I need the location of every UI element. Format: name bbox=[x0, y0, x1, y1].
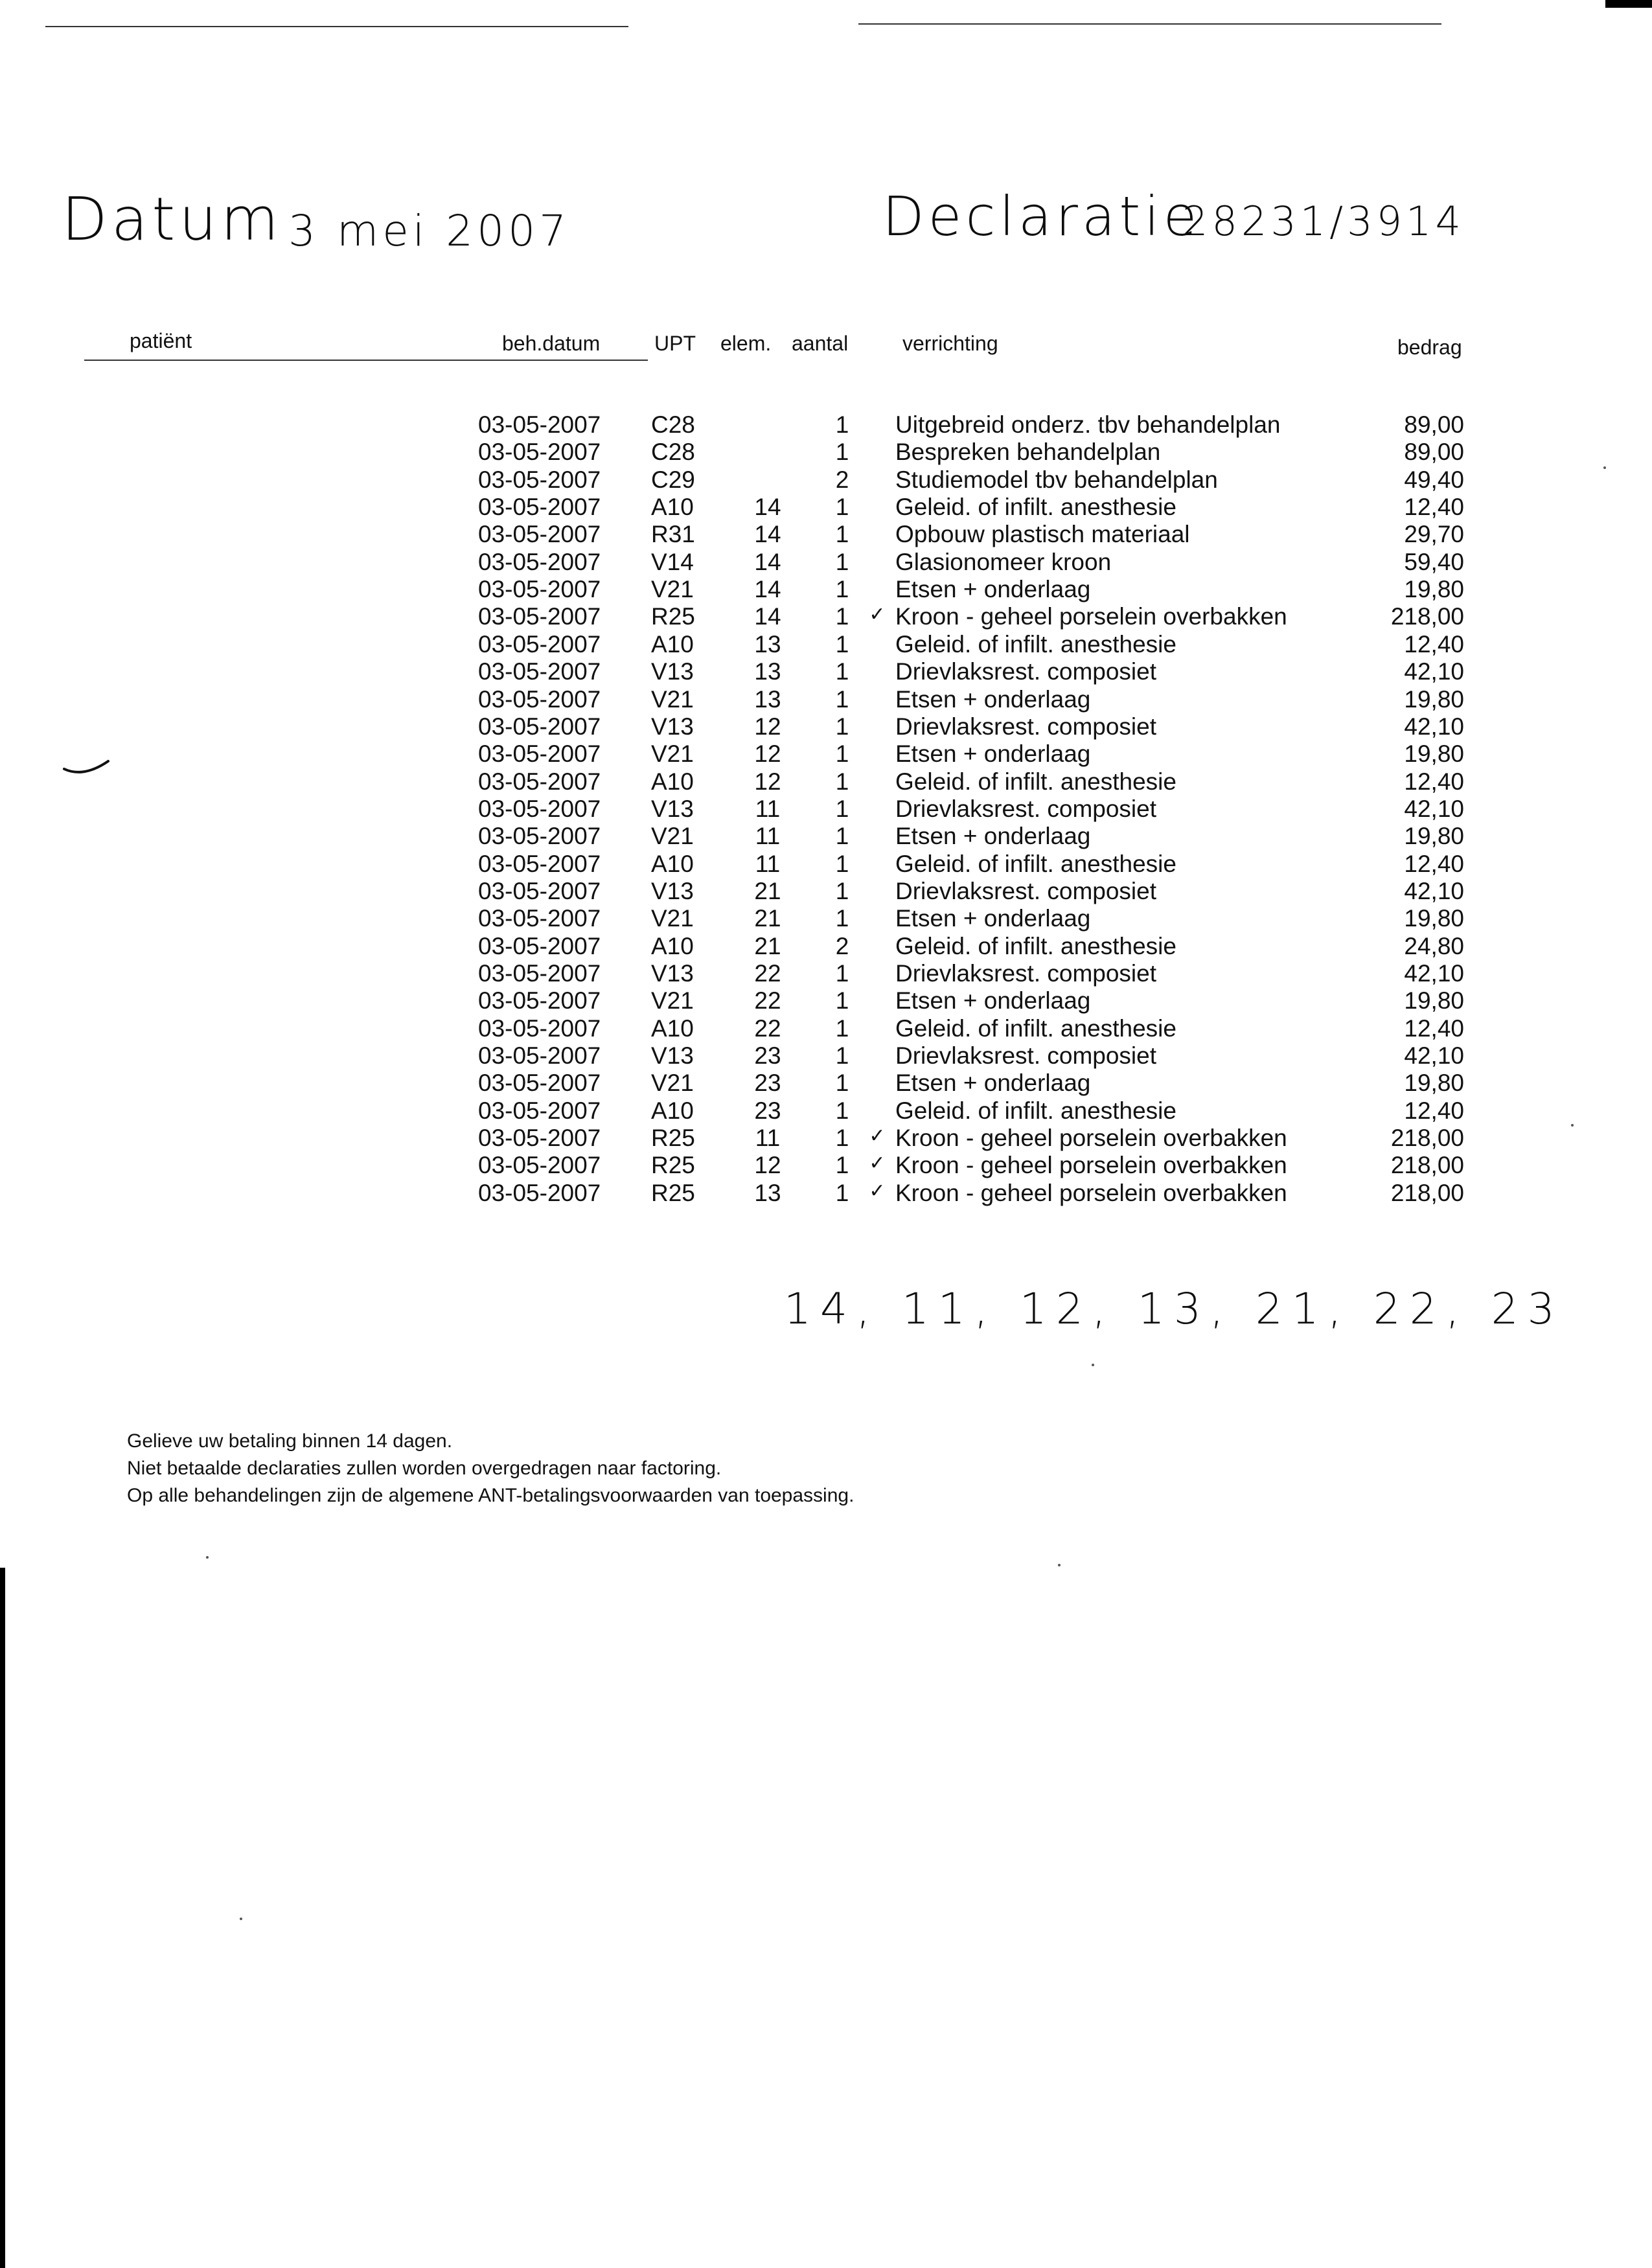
row-upt: V13 bbox=[651, 658, 694, 685]
row-quantity: 1 bbox=[835, 987, 849, 1014]
row-element: 23 bbox=[754, 1042, 781, 1069]
row-element: 14 bbox=[754, 494, 781, 520]
table-row bbox=[0, 1152, 1652, 1179]
row-quantity: 1 bbox=[835, 603, 849, 630]
table-row bbox=[0, 768, 1652, 796]
row-amount: 19,80 bbox=[1404, 576, 1464, 602]
row-date: 03-05-2007 bbox=[478, 1015, 601, 1042]
col-procedure: verrichting bbox=[902, 332, 998, 355]
row-upt: V21 bbox=[651, 1070, 694, 1096]
row-upt: A10 bbox=[651, 631, 694, 658]
scan-speck bbox=[206, 1556, 209, 1559]
row-procedure: Etsen + onderlaag bbox=[895, 576, 1091, 602]
row-procedure: Etsen + onderlaag bbox=[895, 987, 1091, 1014]
row-check-mark: ✓ bbox=[869, 1152, 886, 1174]
row-upt: V13 bbox=[651, 960, 694, 987]
handwritten-element-list: 14, 11, 12, 13, 21, 22, 23 bbox=[784, 1284, 1564, 1334]
table-row bbox=[0, 905, 1652, 932]
row-procedure: Geleid. of infilt. anesthesie bbox=[895, 1015, 1176, 1042]
row-amount: 12,40 bbox=[1404, 494, 1464, 520]
row-quantity: 2 bbox=[835, 466, 849, 493]
row-amount: 59,40 bbox=[1404, 549, 1464, 575]
row-date: 03-05-2007 bbox=[478, 905, 601, 932]
row-date: 03-05-2007 bbox=[478, 851, 601, 877]
row-upt: A10 bbox=[651, 494, 694, 520]
row-procedure: Studiemodel tbv behandelplan bbox=[895, 466, 1218, 493]
top-rule-right bbox=[858, 23, 1441, 25]
row-procedure: Kroon - geheel porselein overbakken bbox=[895, 603, 1287, 630]
row-element: 11 bbox=[755, 823, 781, 849]
row-date: 03-05-2007 bbox=[478, 878, 601, 904]
scan-speck bbox=[1571, 1124, 1574, 1127]
row-element: 13 bbox=[754, 686, 781, 713]
table-row bbox=[0, 411, 1652, 439]
row-upt: V21 bbox=[651, 823, 694, 849]
row-quantity: 1 bbox=[835, 823, 849, 849]
row-quantity: 1 bbox=[835, 494, 849, 520]
row-amount: 19,80 bbox=[1404, 686, 1464, 713]
table-row bbox=[0, 987, 1652, 1014]
row-element: 14 bbox=[754, 521, 781, 547]
row-amount: 218,00 bbox=[1390, 1152, 1464, 1178]
row-quantity: 1 bbox=[835, 658, 849, 685]
row-element: 11 bbox=[755, 1125, 781, 1151]
row-element: 23 bbox=[754, 1097, 781, 1124]
row-amount: 12,40 bbox=[1404, 631, 1464, 658]
row-element: 14 bbox=[754, 576, 781, 602]
row-amount: 89,00 bbox=[1404, 439, 1464, 465]
row-procedure: Geleid. of infilt. anesthesie bbox=[895, 631, 1176, 658]
row-element: 21 bbox=[754, 933, 781, 959]
row-quantity: 2 bbox=[835, 933, 849, 959]
row-upt: R31 bbox=[651, 521, 695, 547]
row-date: 03-05-2007 bbox=[478, 631, 601, 658]
row-upt: C28 bbox=[651, 439, 695, 465]
table-row bbox=[0, 521, 1652, 548]
row-upt: V13 bbox=[651, 1042, 694, 1069]
row-amount: 19,80 bbox=[1404, 905, 1464, 932]
row-procedure: Kroon - geheel porselein overbakken bbox=[895, 1152, 1287, 1178]
scan-speck bbox=[1092, 1364, 1094, 1366]
row-date: 03-05-2007 bbox=[478, 603, 601, 630]
col-quantity: aantal bbox=[792, 332, 849, 355]
row-quantity: 1 bbox=[835, 768, 849, 795]
row-date: 03-05-2007 bbox=[478, 1125, 601, 1151]
row-date: 03-05-2007 bbox=[478, 466, 601, 493]
row-check-mark: ✓ bbox=[869, 1125, 886, 1147]
row-amount: 218,00 bbox=[1390, 1180, 1464, 1206]
row-amount: 19,80 bbox=[1404, 987, 1464, 1014]
row-element: 21 bbox=[754, 878, 781, 904]
table-row bbox=[0, 851, 1652, 878]
row-upt: C28 bbox=[651, 411, 695, 438]
table-row bbox=[0, 576, 1652, 603]
row-upt: V21 bbox=[651, 740, 694, 767]
declaration-number: 28231/3914 bbox=[1182, 198, 1465, 245]
row-date: 03-05-2007 bbox=[478, 1042, 601, 1069]
table-row bbox=[0, 658, 1652, 685]
row-element: 23 bbox=[754, 1070, 781, 1096]
row-element: 13 bbox=[754, 631, 781, 658]
row-procedure: Opbouw plastisch materiaal bbox=[895, 521, 1190, 547]
row-quantity: 1 bbox=[835, 521, 849, 547]
table-row bbox=[0, 1125, 1652, 1152]
row-amount: 218,00 bbox=[1390, 1125, 1464, 1151]
row-date: 03-05-2007 bbox=[478, 1152, 601, 1178]
table-row bbox=[0, 494, 1652, 521]
row-procedure: Bespreken behandelplan bbox=[895, 439, 1161, 465]
row-upt: V21 bbox=[651, 576, 694, 602]
row-procedure: Uitgebreid onderz. tbv behandelplan bbox=[895, 411, 1281, 438]
col-date: beh.datum bbox=[502, 332, 601, 355]
row-element: 13 bbox=[754, 658, 781, 685]
row-element: 13 bbox=[754, 1180, 781, 1206]
row-amount: 12,40 bbox=[1404, 1097, 1464, 1124]
row-amount: 42,10 bbox=[1404, 658, 1464, 685]
row-upt: R25 bbox=[651, 1125, 695, 1151]
row-upt: A10 bbox=[651, 851, 694, 877]
row-upt: V13 bbox=[651, 796, 694, 822]
scan-edge-top-right bbox=[1605, 0, 1652, 8]
row-amount: 12,40 bbox=[1404, 768, 1464, 795]
row-date: 03-05-2007 bbox=[478, 521, 601, 547]
table-row bbox=[0, 466, 1652, 494]
row-amount: 42,10 bbox=[1404, 878, 1464, 904]
table-row bbox=[0, 1097, 1652, 1125]
row-procedure: Drievlaksrest. composiet bbox=[895, 713, 1157, 740]
row-amount: 12,40 bbox=[1404, 1015, 1464, 1042]
row-date: 03-05-2007 bbox=[478, 439, 601, 465]
row-date: 03-05-2007 bbox=[478, 740, 601, 767]
row-procedure: Geleid. of infilt. anesthesie bbox=[895, 1097, 1176, 1124]
row-quantity: 1 bbox=[835, 439, 849, 465]
row-element: 12 bbox=[754, 740, 781, 767]
row-upt: V21 bbox=[651, 905, 694, 932]
row-check-mark: ✓ bbox=[869, 604, 886, 625]
row-date: 03-05-2007 bbox=[478, 713, 601, 740]
row-procedure: Etsen + onderlaag bbox=[895, 686, 1091, 713]
scan-speck bbox=[1058, 1564, 1061, 1566]
col-amount: bedrag bbox=[1397, 336, 1462, 359]
row-procedure: Drievlaksrest. composiet bbox=[895, 878, 1157, 904]
row-quantity: 1 bbox=[835, 631, 849, 658]
row-upt: A10 bbox=[651, 1015, 694, 1042]
table-row bbox=[0, 740, 1652, 768]
row-procedure: Geleid. of infilt. anesthesie bbox=[895, 933, 1176, 959]
row-quantity: 1 bbox=[835, 576, 849, 602]
footer-line-2: Niet betaalde declaraties zullen worden overgedragen naar factoring. bbox=[127, 1458, 722, 1479]
row-date: 03-05-2007 bbox=[478, 1097, 601, 1124]
row-quantity: 1 bbox=[835, 1070, 849, 1096]
row-amount: 19,80 bbox=[1404, 1070, 1464, 1096]
row-amount: 19,80 bbox=[1404, 823, 1464, 849]
date-label: Datum bbox=[62, 185, 283, 254]
row-amount: 24,80 bbox=[1404, 933, 1464, 959]
row-quantity: 1 bbox=[835, 960, 849, 987]
row-upt: V21 bbox=[651, 686, 694, 713]
table-row bbox=[0, 1180, 1652, 1207]
table-row bbox=[0, 549, 1652, 576]
pen-margin-mark bbox=[62, 755, 113, 781]
row-quantity: 1 bbox=[835, 1180, 849, 1206]
row-upt: C29 bbox=[651, 466, 695, 493]
row-upt: A10 bbox=[651, 768, 694, 795]
row-quantity: 1 bbox=[835, 878, 849, 904]
row-amount: 42,10 bbox=[1404, 1042, 1464, 1069]
scan-edge-left bbox=[0, 1568, 5, 2268]
row-amount: 29,70 bbox=[1404, 521, 1464, 547]
row-procedure: Etsen + onderlaag bbox=[895, 740, 1091, 767]
row-upt: R25 bbox=[651, 603, 695, 630]
row-element: 12 bbox=[754, 1152, 781, 1178]
table-row bbox=[0, 933, 1652, 960]
row-procedure: Geleid. of infilt. anesthesie bbox=[895, 851, 1176, 877]
table-row bbox=[0, 878, 1652, 905]
row-date: 03-05-2007 bbox=[478, 1070, 601, 1096]
row-quantity: 1 bbox=[835, 713, 849, 740]
footer-line-1: Gelieve uw betaling binnen 14 dagen. bbox=[127, 1430, 453, 1452]
row-quantity: 1 bbox=[835, 549, 849, 575]
table-row bbox=[0, 1070, 1652, 1097]
row-procedure: Drievlaksrest. composiet bbox=[895, 960, 1157, 987]
row-amount: 42,10 bbox=[1404, 713, 1464, 740]
row-quantity: 1 bbox=[835, 796, 849, 822]
table-row bbox=[0, 631, 1652, 658]
row-element: 22 bbox=[754, 960, 781, 987]
row-amount: 19,80 bbox=[1404, 740, 1464, 767]
row-amount: 12,40 bbox=[1404, 851, 1464, 877]
row-procedure: Geleid. of infilt. anesthesie bbox=[895, 768, 1176, 795]
row-upt: V13 bbox=[651, 878, 694, 904]
row-procedure: Glasionomeer kroon bbox=[895, 549, 1112, 575]
row-procedure: Etsen + onderlaag bbox=[895, 905, 1091, 932]
row-procedure: Drievlaksrest. composiet bbox=[895, 796, 1157, 822]
row-quantity: 1 bbox=[835, 1042, 849, 1069]
row-upt: A10 bbox=[651, 933, 694, 959]
row-date: 03-05-2007 bbox=[478, 658, 601, 685]
row-element: 11 bbox=[755, 851, 781, 877]
row-check-mark: ✓ bbox=[869, 1180, 886, 1202]
row-procedure: Drievlaksrest. composiet bbox=[895, 658, 1157, 685]
row-date: 03-05-2007 bbox=[478, 823, 601, 849]
col-upt: UPT bbox=[654, 332, 696, 355]
declaration-label: Declaratie bbox=[882, 185, 1201, 248]
row-amount: 42,10 bbox=[1404, 960, 1464, 987]
row-amount: 49,40 bbox=[1404, 466, 1464, 493]
row-procedure: Kroon - geheel porselein overbakken bbox=[895, 1180, 1287, 1206]
row-procedure: Kroon - geheel porselein overbakken bbox=[895, 1125, 1287, 1151]
scan-speck bbox=[240, 1918, 242, 1920]
table-row bbox=[0, 1015, 1652, 1042]
footer-line-3: Op alle behandelingen zijn de algemene ANT-betalingsvoorwaarden van toepassing. bbox=[127, 1485, 855, 1506]
row-procedure: Drievlaksrest. composiet bbox=[895, 1042, 1157, 1069]
patient-underline bbox=[84, 360, 648, 361]
row-upt: R25 bbox=[651, 1152, 695, 1178]
top-rule-left bbox=[45, 26, 628, 27]
table-row bbox=[0, 796, 1652, 823]
row-element: 11 bbox=[755, 796, 781, 822]
table-row bbox=[0, 603, 1652, 630]
table-row bbox=[0, 439, 1652, 466]
row-date: 03-05-2007 bbox=[478, 549, 601, 575]
row-quantity: 1 bbox=[835, 411, 849, 438]
row-upt: R25 bbox=[651, 1180, 695, 1206]
row-upt: V14 bbox=[651, 549, 694, 575]
row-element: 12 bbox=[754, 713, 781, 740]
row-element: 21 bbox=[754, 905, 781, 932]
row-quantity: 1 bbox=[835, 686, 849, 713]
row-amount: 218,00 bbox=[1390, 603, 1464, 630]
row-element: 12 bbox=[754, 768, 781, 795]
row-quantity: 1 bbox=[835, 1152, 849, 1178]
row-amount: 42,10 bbox=[1404, 796, 1464, 822]
row-element: 14 bbox=[754, 549, 781, 575]
row-upt: A10 bbox=[651, 1097, 694, 1124]
row-procedure: Etsen + onderlaag bbox=[895, 823, 1091, 849]
row-upt: V21 bbox=[651, 987, 694, 1014]
col-element: elem. bbox=[720, 332, 772, 355]
table-row bbox=[0, 960, 1652, 987]
row-date: 03-05-2007 bbox=[478, 576, 601, 602]
table-row bbox=[0, 823, 1652, 850]
row-date: 03-05-2007 bbox=[478, 1180, 601, 1206]
row-quantity: 1 bbox=[835, 851, 849, 877]
table-row bbox=[0, 713, 1652, 740]
row-element: 22 bbox=[754, 1015, 781, 1042]
table-row bbox=[0, 686, 1652, 713]
row-procedure: Etsen + onderlaag bbox=[895, 1070, 1091, 1096]
scan-speck bbox=[1603, 466, 1606, 469]
row-quantity: 1 bbox=[835, 740, 849, 767]
row-amount: 89,00 bbox=[1404, 411, 1464, 438]
row-element: 22 bbox=[754, 987, 781, 1014]
table-row bbox=[0, 1042, 1652, 1070]
row-date: 03-05-2007 bbox=[478, 686, 601, 713]
row-date: 03-05-2007 bbox=[478, 494, 601, 520]
row-element: 14 bbox=[754, 603, 781, 630]
row-date: 03-05-2007 bbox=[478, 933, 601, 959]
row-procedure: Geleid. of infilt. anesthesie bbox=[895, 494, 1176, 520]
col-patient: patiënt bbox=[130, 329, 192, 352]
row-quantity: 1 bbox=[835, 1125, 849, 1151]
row-date: 03-05-2007 bbox=[478, 960, 601, 987]
row-quantity: 1 bbox=[835, 1015, 849, 1042]
row-upt: V13 bbox=[651, 713, 694, 740]
row-quantity: 1 bbox=[835, 1097, 849, 1124]
row-date: 03-05-2007 bbox=[478, 411, 601, 438]
row-date: 03-05-2007 bbox=[478, 768, 601, 795]
row-quantity: 1 bbox=[835, 905, 849, 932]
row-date: 03-05-2007 bbox=[478, 796, 601, 822]
date-value: 3 mei 2007 bbox=[288, 206, 571, 256]
row-date: 03-05-2007 bbox=[478, 987, 601, 1014]
